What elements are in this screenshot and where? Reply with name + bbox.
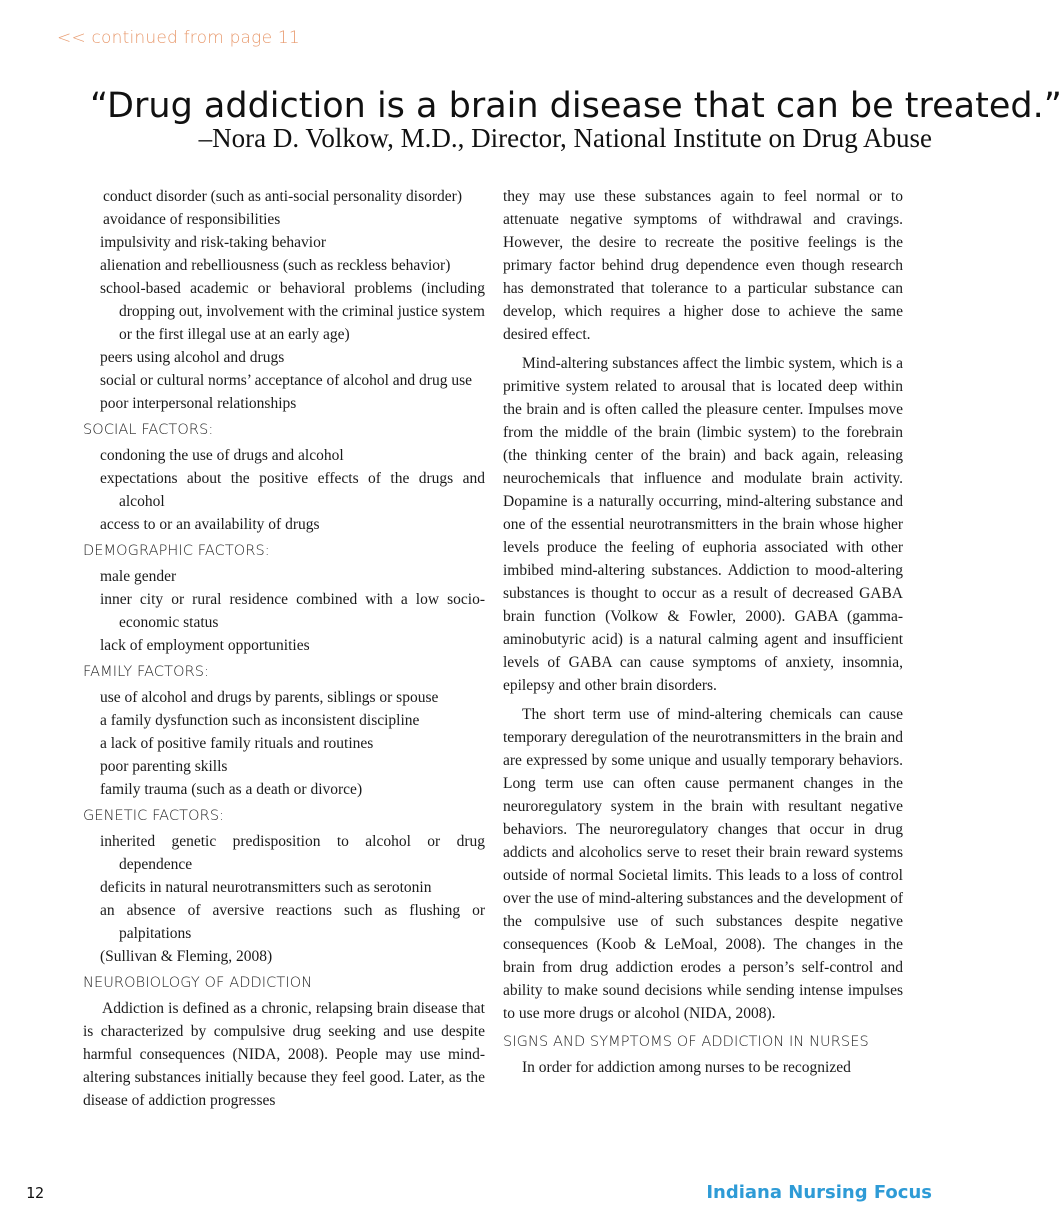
quote-attribution: –Nora D. Volkow, M.D., Director, National Institute on Drug Abuse	[198, 123, 932, 153]
list-item: avoidance of responsibilities	[103, 211, 281, 228]
body-paragraph: Mind-altering substances affect the limbic system, which is a primitive system related to arousal that is located deep within the brain and is often called the pleasure center. Impulses move from the middle of the brain (limbic system) to the forebrain (the thinking center of the brain) and back again, releasing neurochemicals that influence and modulate brain activity. Dopamine is a naturally occurring, mind-altering substance and one of the essential neurotransmitters in the brain whose higher levels produce the feeling of euphoria associated with other imbibed mind-altering substances. Addiction to mood-altering substances is thought to occur as a result of decreased GABA brain function (Volkow & Fowler, 2000). GABA (gamma-aminobutyric acid) is a natural calming agent and insufficient levels of GABA can cause symptoms of anxiety, insomnia, epilepsy and other brain disorders.	[503, 355, 903, 694]
list-item: a lack of positive family rituals and routines	[100, 735, 374, 752]
list-item: an absence of aversive reactions such as flushing or palpitations	[100, 902, 485, 942]
list-item: deficits in natural neurotransmitters such as serotonin	[100, 879, 432, 896]
citation: (Sullivan & Fleming, 2008)	[100, 948, 273, 965]
list-item: poor interpersonal relationships	[100, 395, 297, 412]
list-item: access to or an availability of drugs	[100, 516, 320, 533]
list-item: a family dysfunction such as inconsistent discipline	[100, 712, 420, 729]
neurobiology-heading: NEUROBIOLOGY OF ADDICTION	[83, 975, 313, 991]
list-item: expectations about the positive effects of the drugs and alcohol	[100, 470, 485, 510]
list-item: condoning the use of drugs and alcohol	[100, 447, 344, 464]
list-item: inherited genetic predisposition to alcohol or drug dependence	[100, 833, 485, 873]
list-item: social or cultural norms’ acceptance of alcohol and drug use	[100, 372, 472, 389]
list-item: family trauma (such as a death or divorce)	[100, 781, 363, 798]
list-item: alienation and rebelliousness (such as reckless behavior)	[100, 257, 451, 274]
demographic-factors-heading: DEMOGRAPHIC FACTORS:	[83, 543, 270, 559]
social-factors-heading: SOCIAL FACTORS:	[83, 422, 214, 438]
right-column	[503, 185, 903, 1085]
continued-from-label: << continued from page 11	[57, 28, 300, 48]
list-item: school-based academic or behavioral problems (including dropping out, involvement with the criminal justice system or the first illegal use at an early age)	[100, 280, 485, 343]
family-factors-heading: FAMILY FACTORS:	[83, 664, 210, 680]
body-paragraph: Addiction is defined as a chronic, relapsing brain disease that is characterized by compulsive drug seeking and use despite harmful consequences (NIDA, 2008). People may use mind-altering substances initially because they feel good. Later, as the disease of addiction progresses	[83, 1000, 485, 1109]
pull-quote: “Drug addiction is a brain disease that can be treated.”	[90, 86, 1062, 126]
publication-title: Indiana Nursing Focus	[706, 1182, 932, 1203]
list-item: male gender	[100, 568, 177, 585]
list-item: use of alcohol and drugs by parents, siblings or spouse	[100, 689, 439, 706]
list-item: lack of employment opportunities	[100, 637, 310, 654]
list-item: inner city or rural residence combined with a low socio-economic status	[100, 591, 485, 631]
list-item: peers using alcohol and drugs	[100, 349, 285, 366]
body-paragraph: The short term use of mind-altering chemicals can cause temporary deregulation of the neurotransmitters in the brain and are expressed by some unique and usually temporary behaviors. Long term use can often cause permanent changes in the neuroregulatory system in the brain with resultant negative behaviors. The neuroregulatory changes that occur in drug addicts and alcoholics serve to reset their brain reward systems outside of normal Societal limits. This leads to a loss of control over the use of mind-altering substances and the development of the compulsive use of such substances despite negative consequences (Koob & LeMoal, 2008). The changes in the brain from drug addiction erodes a person’s self-control and ability to make sound decisions while sending intense impulses to use more drugs or alcohol (NIDA, 2008).	[503, 706, 903, 1022]
signs-symptoms-heading: SIGNS AND SYMPTOMS OF ADDICTION IN NURSES	[503, 1034, 869, 1050]
body-paragraph: they may use these substances again to feel normal or to attenuate negative symptoms of withdrawal and cravings. However, the desire to recreate the positive feelings is the primary factor behind drug dependence even though research has demonstrated that tolerance to a particular substance can develop, which requires a higher dose to achieve the same desired effect.	[503, 188, 903, 343]
left-column	[83, 185, 485, 1118]
body-paragraph: In order for addiction among nurses to be recognized	[522, 1059, 851, 1076]
list-item: impulsivity and risk-taking behavior	[100, 234, 327, 251]
page-number: 12	[26, 1184, 45, 1202]
list-item: poor parenting skills	[100, 758, 228, 775]
list-item: conduct disorder (such as anti-social personality disorder)	[103, 188, 462, 205]
genetic-factors-heading: GENETIC FACTORS:	[83, 808, 225, 824]
